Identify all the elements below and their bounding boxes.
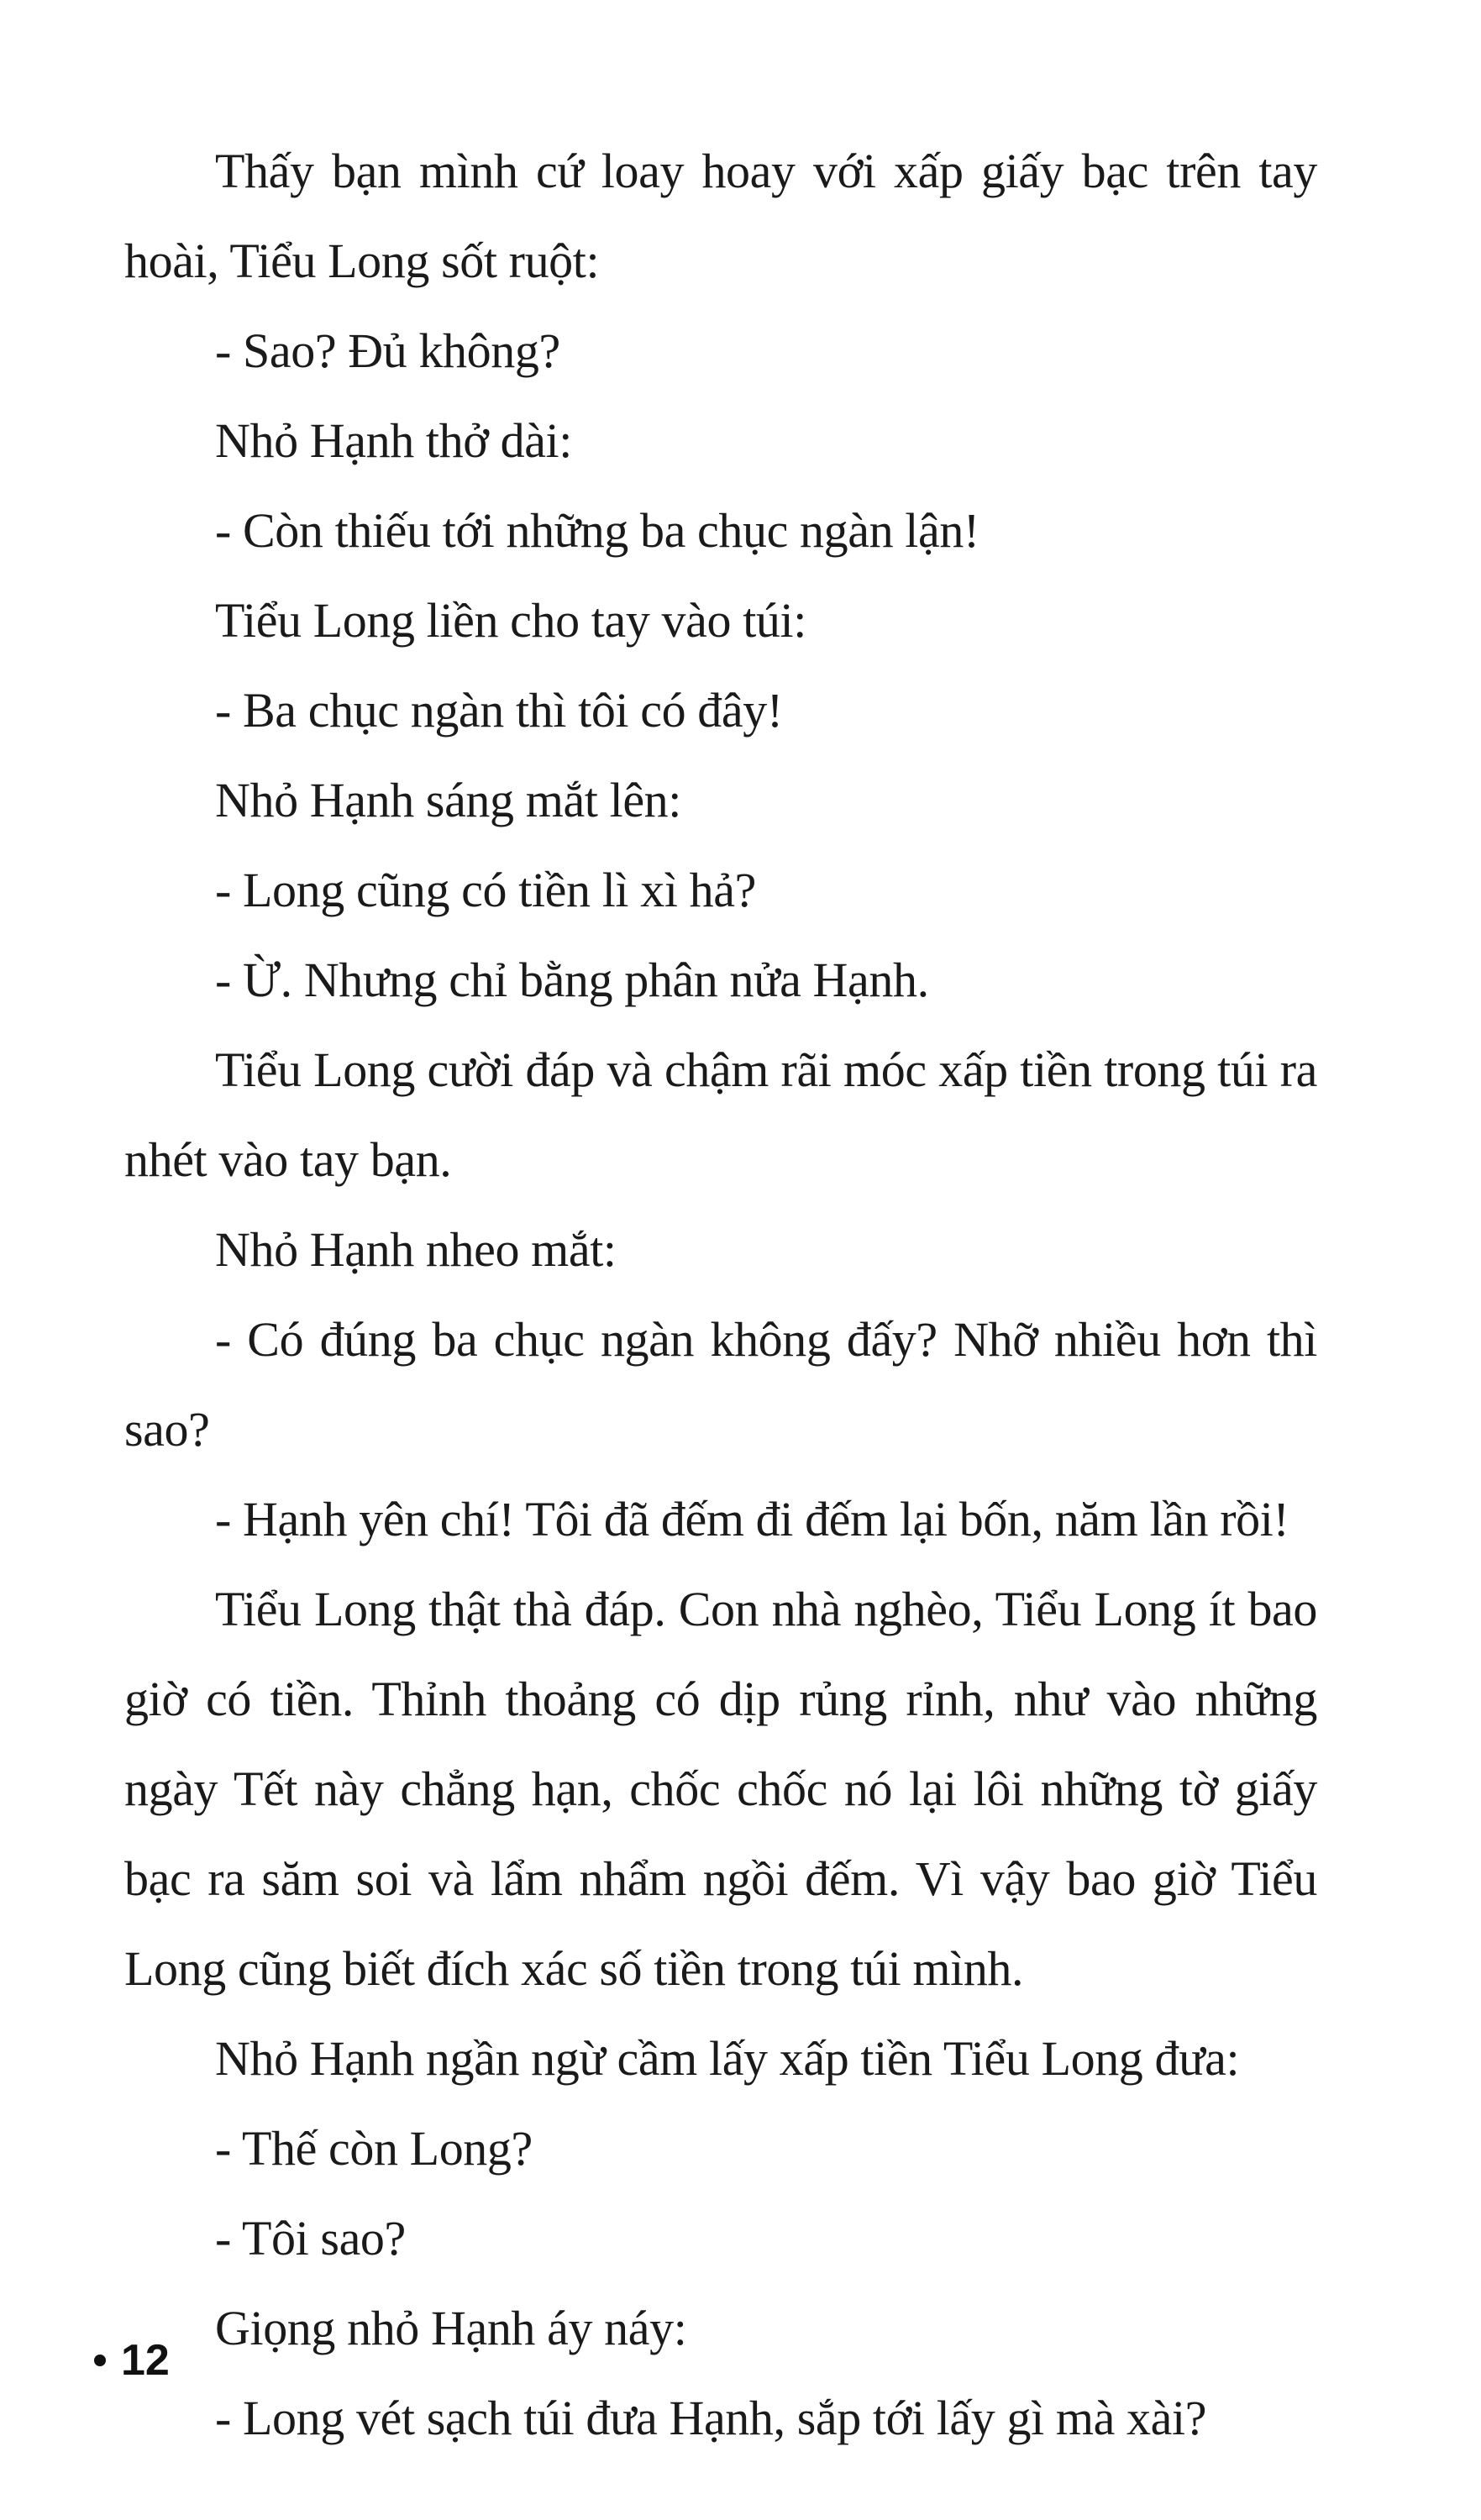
paragraph: Nhỏ Hạnh nheo mắt: — [215, 1222, 617, 1277]
paragraph: - Thế còn Long? — [215, 2121, 533, 2176]
paragraph: - Còn thiếu tới những ba chục ngàn lận! — [215, 503, 979, 558]
paragraph: Thấy bạn mình cứ loay hoay với xấp giấy bạc trên tay hoài, Tiểu Long sốt ruột: — [124, 144, 1317, 288]
paragraph: Tiểu Long thật thà đáp. Con nhà nghèo, Tiểu Long ít bao giờ có tiền. Thỉnh thoảng có dịp rủng rỉnh, như vào những ngày Tết này chẳng hạn, chốc chốc nó lại lôi những tờ giấy bạc ra săm soi và lẩm nhẩm ngồi đếm. Vì vậy bao giờ Tiểu Long cũng biết đích xác số tiền trong túi mình. — [124, 1582, 1317, 1996]
paragraph: Tiểu Long liền cho tay vào túi: — [215, 593, 806, 648]
bullet-dot-icon — [94, 2355, 106, 2366]
paragraph: Giọng nhỏ Hạnh áy náy: — [215, 2301, 687, 2355]
paragraph: - Long cũng có tiền lì xì hả? — [215, 863, 756, 917]
page-number — [94, 2331, 170, 2390]
body-text — [124, 126, 1317, 2463]
paragraph: Tiểu Long cười đáp và chậm rãi móc xấp tiền trong túi ra nhét vào tay bạn. — [124, 1042, 1317, 1187]
paragraph: Nhỏ Hạnh ngần ngừ cầm lấy xấp tiền Tiểu Long đưa: — [215, 2031, 1240, 2086]
paragraph: - Có đúng ba chục ngàn không đấy? Nhỡ nhiều hơn thì sao? — [124, 1312, 1317, 1457]
paragraph: - Sao? Đủ không? — [215, 323, 560, 378]
paragraph: - Tôi sao? — [215, 2211, 406, 2265]
page-number-label: 12 — [121, 2336, 170, 2385]
paragraph: - Hạnh yên chí! Tôi đã đếm đi đếm lại bốn, năm lần rồi! — [215, 1492, 1289, 1546]
paragraph: - Long vét sạch túi đưa Hạnh, sắp tới lấy gì mà xài? — [215, 2391, 1207, 2445]
paragraph: - Ba chục ngàn thì tôi có đây! — [215, 683, 783, 738]
paragraph: - Ừ. Nhưng chỉ bằng phân nửa Hạnh. — [215, 953, 929, 1007]
paragraph: Nhỏ Hạnh thở dài: — [215, 413, 572, 468]
paragraph: Nhỏ Hạnh sáng mắt lên: — [215, 773, 681, 827]
